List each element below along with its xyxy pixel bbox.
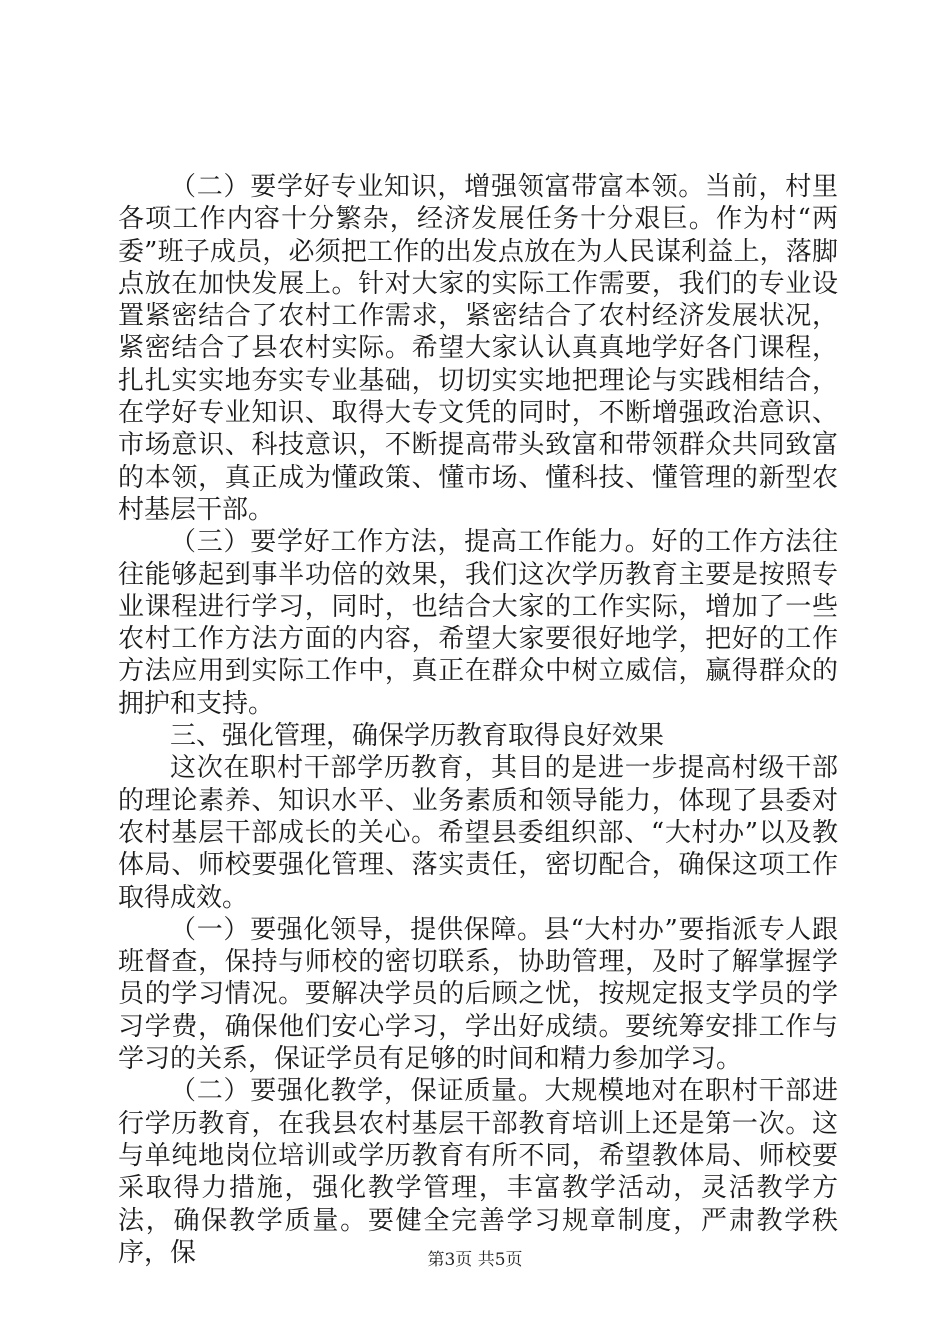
section-heading-strengthen-management: 三、强化管理，确保学历教育取得良好效果 (170, 721, 665, 752)
paragraph-2-professional-knowledge: （二）要学好专业知识，增强领富带富本领。当前，村里各项工作内容十分繁杂，经济发展任务十分艰巨。作为村“两委”班子成员，必须把工作的出发点放在为人民谋利益上，落脚点放在加快发展上。针对大家的实际工作需要，我们的专业设置紧密结合了农村工作需求，紧密结合了农村经济发展状况，紧密结合了县农村实际。希望大家认认真真地学好各门课程，扎扎实实地夯实专业基础，切切实实地把理论与实践相结合，在学好专业知识、取得大专文凭的同时，不断增强政治意识、市场意识、科技意识，不断提高带头致富和带领群众共同致富的本领，真正成为懂政策、懂市场、懂科技、懂管理的新型农村基层干部。 (118, 172, 838, 525)
paragraph-section-intro: 这次在职村干部学历教育，其目的是进一步提高村级干部的理论素养、知识水平、业务素质和领导能力，体现了县委对农村基层干部成长的关心。希望县委组织部、“大村办”以及教体局、师校要强化管理、落实责任，密切配合，确保这项工作取得成效。 (118, 753, 838, 913)
paragraph-3-work-methods: （三）要学好工作方法，提高工作能力。好的工作方法往往能够起到事半功倍的效果，我们这次学历教育主要是按照专业课程进行学习，同时，也结合大家的工作实际，增加了一些农村工作方法方面的内容，希望大家要很好地学，把好的工作方法应用到实际工作中，真正在群众中树立威信，赢得群众的拥护和支持。 (118, 527, 838, 719)
document-body (118, 171, 838, 1269)
page-number-footer: 第3页 共5页 (427, 1250, 523, 1270)
paragraph-1-leadership: （一）要强化领导，提供保障。县“大村办”要指派专人跟班督查，保持与师校的密切联系，协助管理，及时了解掌握学员的学习情况。要解决学员的后顾之忧，按规定报支学员的学习学费，确保他们安心学习，学出好成绩。要统筹安排工作与学习的关系，保证学员有足够的时间和精力参加学习。 (118, 914, 838, 1075)
paragraph-2-teaching-quality: （二）要强化教学，保证质量。大规模地对在职村干部进行学历教育，在我县农村基层干部教育培训上还是第一次。这与单纯地岗位培训或学历教育有所不同，希望教体局、师校要采取得力措施，强化教学管理，丰富教学活动，灵活教学方法，确保教学质量。要健全完善学习规章制度，严肃教学秩序，保 (118, 1076, 838, 1268)
